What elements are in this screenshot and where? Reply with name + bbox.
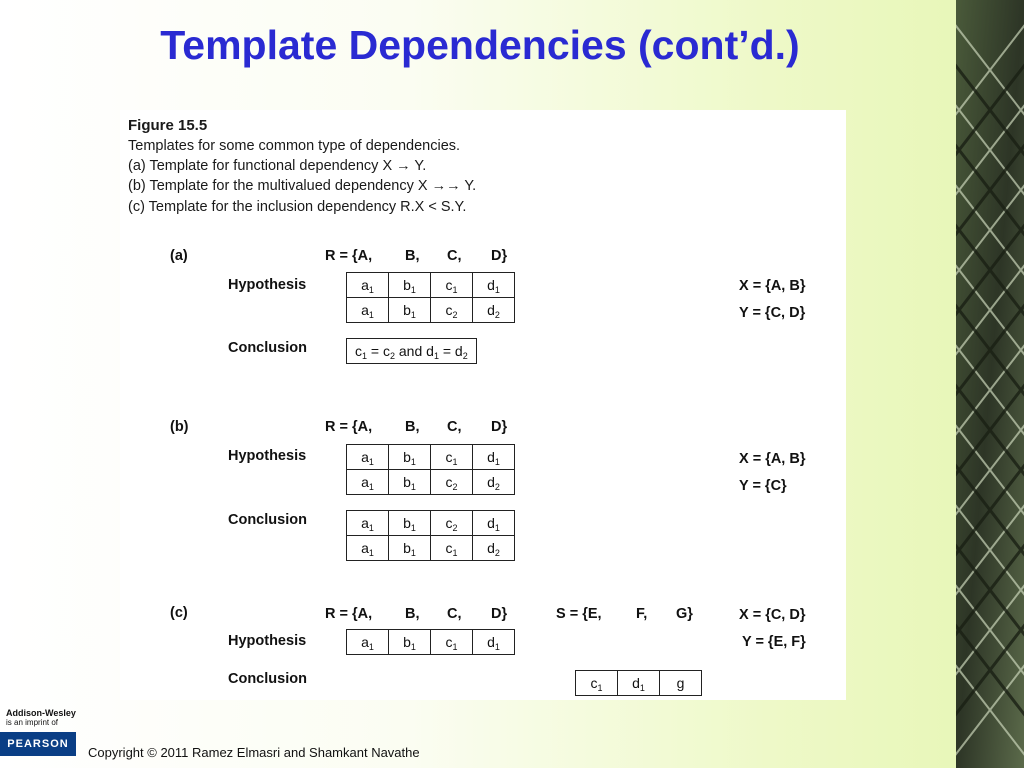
equation-term: $d_2$: [454, 343, 468, 361]
conclusion-table-c: [575, 670, 702, 696]
table-cell: $d_2$: [473, 470, 515, 495]
conclusion-equation-a: [346, 338, 477, 364]
equation-term: =: [438, 343, 455, 359]
relation-r-part: R = {A,: [325, 248, 373, 264]
section-c-tag: (c): [170, 605, 188, 621]
hypothesis-table-c: [346, 629, 515, 655]
table-cell: $d_1$: [473, 445, 515, 470]
table-row: [347, 273, 515, 298]
relation-r-part: D}: [491, 419, 508, 435]
table-cell: $b_1$: [389, 630, 431, 655]
relation-r-b: [325, 419, 507, 435]
table-cell: $b_1$: [389, 536, 431, 561]
table-cell: $d_1$: [473, 273, 515, 298]
table-cell: $d_2$: [473, 536, 515, 561]
table-cell: $d_2$: [473, 298, 515, 323]
relation-r-part: R = {A,: [325, 606, 373, 622]
table-cell: $c_1$: [576, 671, 618, 696]
table-row: [347, 470, 515, 495]
publisher-name: Addison-Wesley: [6, 708, 76, 718]
y-attributes-a: Y = {C, D}: [739, 305, 806, 321]
relation-s-part: G}: [676, 606, 693, 622]
slide-title: Template Dependencies (cont’d.): [160, 22, 800, 68]
relation-r-part: B,: [405, 248, 420, 264]
equation-term: $c_1$: [355, 343, 368, 361]
table-row: [347, 511, 515, 536]
table-row: [347, 536, 515, 561]
section-b-tag: (b): [170, 419, 189, 435]
conclusion-label-a: Conclusion: [228, 340, 307, 356]
relation-r-c: [325, 606, 507, 622]
table-cell: $b_1$: [389, 470, 431, 495]
equation-term: $c_2$: [382, 343, 395, 361]
equation-term: =: [367, 343, 383, 359]
conclusion-label-b: Conclusion: [228, 512, 307, 528]
figure-number: Figure 15.5: [128, 117, 208, 134]
table-cell: $a_1$: [347, 511, 389, 536]
conclusion-table-b: [346, 510, 515, 561]
table-cell: $c_1$: [431, 273, 473, 298]
table-cell: $d_1$: [473, 630, 515, 655]
relation-r-part: C,: [447, 419, 462, 435]
figure-caption-item-b: (b) Template for the multivalued dependency X →→ Y.: [128, 178, 477, 194]
table-cell: $c_2$: [431, 470, 473, 495]
relation-s-c: [556, 606, 693, 622]
table-cell: $a_1$: [347, 536, 389, 561]
section-a-tag: (a): [170, 248, 188, 264]
table-cell: $c_1$: [431, 445, 473, 470]
figure-caption-item-c: (c) Template for the inclusion dependency R.X < S.Y.: [128, 199, 467, 215]
table-cell: $c_1$: [431, 536, 473, 561]
table-row: [347, 298, 515, 323]
table-row: [347, 630, 515, 655]
table-cell: $b_1$: [389, 445, 431, 470]
hypothesis-table-b: [346, 444, 515, 495]
equation-term: $d_1$: [426, 343, 439, 361]
x-attributes-c: X = {C, D}: [739, 607, 806, 623]
table-cell: $c_2$: [431, 298, 473, 323]
table-cell: $a_1$: [347, 445, 389, 470]
relation-r-part: D}: [491, 606, 508, 622]
relation-r-part: R = {A,: [325, 419, 373, 435]
equation-term: and: [395, 343, 427, 359]
pearson-brand: PEARSON: [0, 732, 76, 756]
decorative-lattice-image: [956, 0, 1024, 768]
table-cell: $d_1$: [473, 511, 515, 536]
hypothesis-label-c: Hypothesis: [228, 633, 307, 649]
relation-r-a: [325, 248, 507, 264]
figure-panel: [120, 110, 846, 700]
figure-caption: Templates for some common type of dependencies.: [128, 138, 461, 154]
table-cell: $c_1$: [431, 630, 473, 655]
copyright-notice: Copyright © 2011 Ramez Elmasri and Shamkant Navathe: [88, 745, 420, 760]
figure-caption-item-a: (a) Template for functional dependency X → Y.: [128, 158, 427, 174]
table-cell: $d_1$: [618, 671, 660, 696]
hypothesis-table-a: [346, 272, 515, 323]
imprint-text: is an imprint of: [6, 718, 59, 727]
x-attributes-a: X = {A, B}: [739, 278, 806, 294]
table-cell: $b_1$: [389, 511, 431, 536]
relation-r-part: B,: [405, 419, 420, 435]
table-cell: $b_1$: [389, 298, 431, 323]
conclusion-label-c: Conclusion: [228, 671, 307, 687]
table-cell: $a_1$: [347, 273, 389, 298]
table-cell: g: [660, 671, 702, 696]
y-attributes-c: Y = {E, F}: [742, 634, 806, 650]
x-attributes-b: X = {A, B}: [739, 451, 806, 467]
publisher-logo: [0, 708, 78, 768]
y-attributes-b: Y = {C}: [739, 478, 787, 494]
table-row: [576, 671, 702, 696]
relation-r-part: B,: [405, 606, 420, 622]
hypothesis-label-a: Hypothesis: [228, 277, 307, 293]
relation-s-part: S = {E,: [556, 606, 602, 622]
hypothesis-label-b: Hypothesis: [228, 448, 307, 464]
relation-s-part: F,: [636, 606, 648, 622]
table-cell: $b_1$: [389, 273, 431, 298]
table-cell: $c_2$: [431, 511, 473, 536]
relation-r-part: C,: [447, 248, 462, 264]
relation-r-part: C,: [447, 606, 462, 622]
relation-r-part: D}: [491, 248, 508, 264]
table-cell: $a_1$: [347, 298, 389, 323]
table-cell: $a_1$: [347, 470, 389, 495]
table-row: [347, 445, 515, 470]
table-cell: $a_1$: [347, 630, 389, 655]
